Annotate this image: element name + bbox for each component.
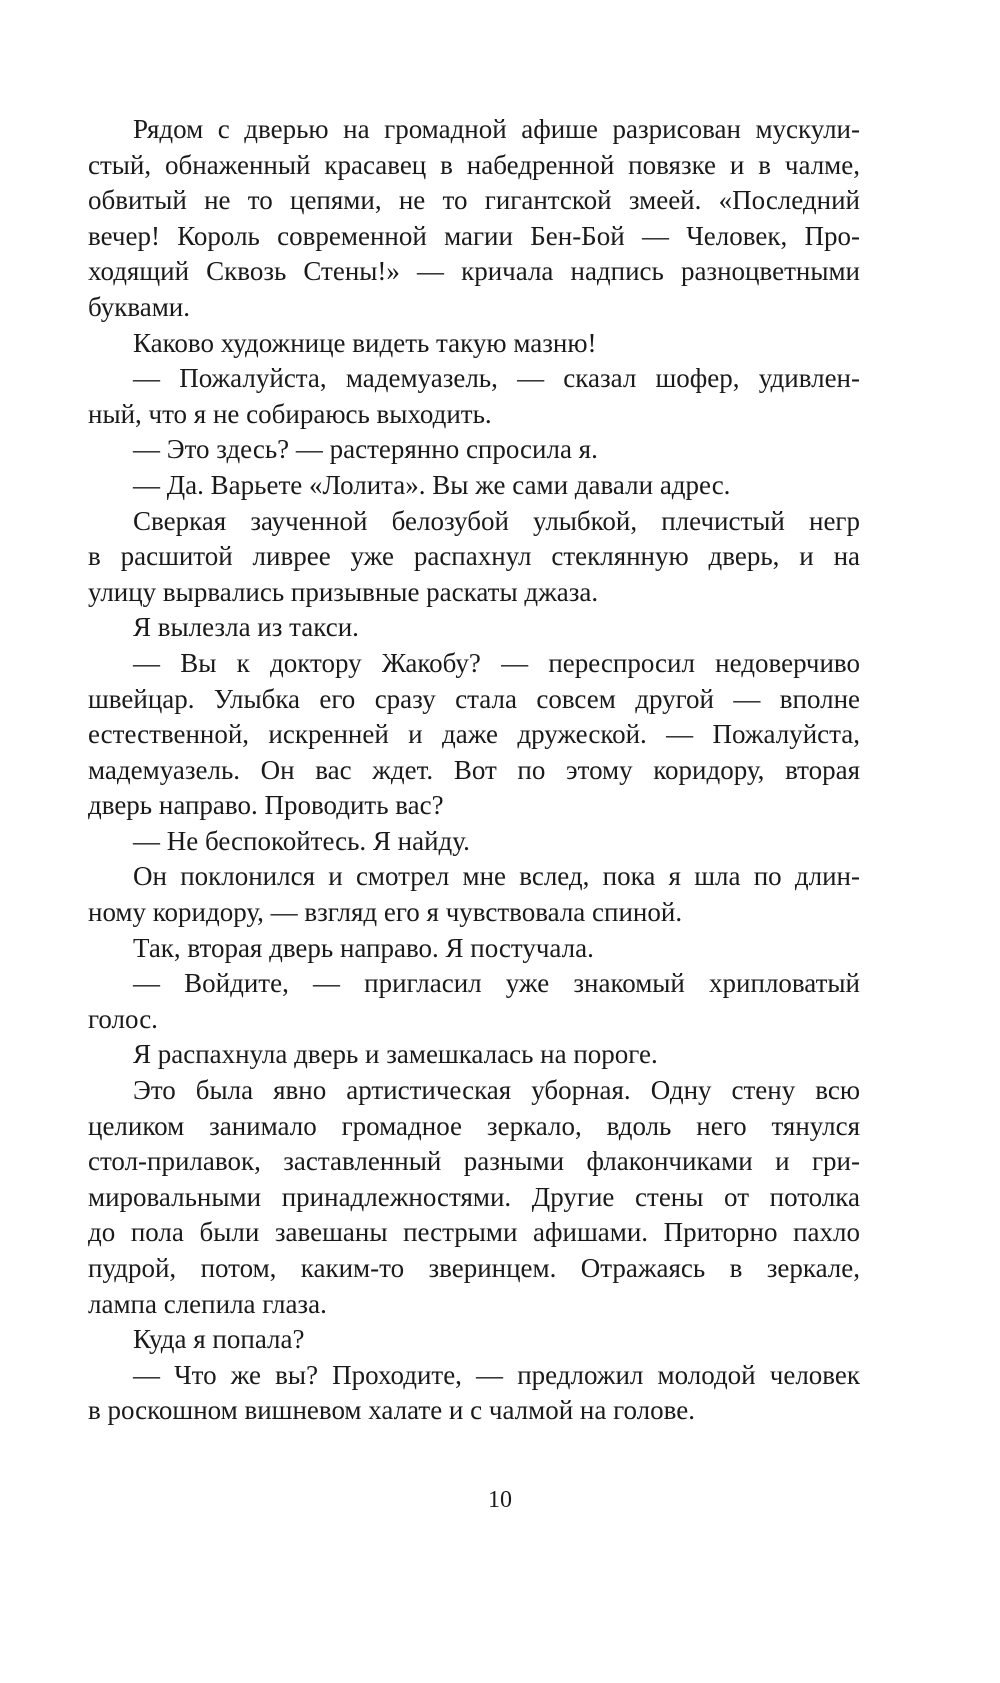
text-line: улицу вырвались призывные раскаты джаза. — [88, 576, 599, 607]
text-line: Каково художнице видеть такую мазню! — [133, 327, 597, 358]
text-line: — Это здесь? — растерянно спросила я. — [133, 434, 598, 465]
text-line: голос. — [88, 1003, 158, 1034]
paragraph — [88, 1322, 860, 1358]
text-line: Он поклонился и смотрел мне вслед, пока я шла по длин- — [133, 861, 860, 892]
text-line: стол-прилавок, заставленный разными флакончиками и гри- — [88, 1146, 860, 1177]
text-line: Я вылезла из такси. — [133, 612, 359, 643]
text-line: до пола были завешаны пестрыми афишами. Приторно пахло — [88, 1217, 860, 1248]
text-line: мадемуазель. Он вас ждет. Вот по этому коридору, вторая — [88, 754, 860, 785]
text-line: Куда я попала? — [133, 1324, 305, 1355]
text-line: вечер! Король современной магии Бен-Бой — Человек, Про- — [88, 220, 860, 251]
text-line: в роскошном вишневом халате и с чалмой на голове. — [88, 1395, 695, 1426]
text-line: — Вы к доктору Жакобу? — переспросил недоверчиво — [133, 647, 860, 678]
text-line: Рядом с дверью на громадной афише разрисован мускули- — [133, 114, 860, 144]
text-line: Сверкая заученной белозубой улыбкой, плечистый негр — [133, 505, 860, 536]
text-line: — Не беспокойтесь. Я найду. — [133, 825, 470, 856]
paragraph — [88, 646, 860, 824]
text-line: дверь направо. Проводить вас? — [88, 790, 444, 821]
text-line: — Войдите, — пригласил уже знакомый хрипловатый — [133, 968, 860, 999]
text-line: естественной, искренней и даже дружеской. — Пожалуйста, — [88, 719, 860, 750]
text-line: Это была явно артистическая уборная. Одну стену всю — [133, 1075, 860, 1106]
text-line: Я распахнула дверь и замешкалась на пороге. — [133, 1039, 658, 1070]
text-line: — Что же вы? Проходите, — предложил молодой человек — [133, 1359, 860, 1390]
text-line: Так, вторая дверь направо. Я постучала. — [133, 932, 594, 963]
page-body — [88, 112, 860, 1429]
text-line: целиком занимало громадное зеркало, вдоль него тянулся — [88, 1110, 860, 1141]
paragraph — [88, 610, 860, 646]
text-line: мировальными принадлежностями. Другие стены от потолка — [88, 1181, 860, 1212]
text-line: — Пожалуйста, мадемуазель, — сказал шофер, удивлен- — [133, 363, 860, 394]
paragraph — [88, 931, 860, 967]
page-number: 10 — [488, 1487, 512, 1513]
text-line: швейцар. Улыбка его сразу стала совсем другой — вполне — [88, 683, 860, 714]
text-line: лампа слепила глаза. — [88, 1288, 327, 1319]
paragraph — [88, 504, 860, 611]
text-line: ходящий Сквозь Стены!» — кричала надпись разноцветными — [88, 256, 860, 287]
paragraph — [88, 1358, 860, 1429]
text-line: пудрой, потом, каким-то зверинцем. Отражаясь в зеркале, — [88, 1253, 860, 1283]
paragraph — [88, 326, 860, 362]
paragraph — [88, 1037, 860, 1073]
paragraph — [88, 824, 860, 860]
paragraph — [88, 361, 860, 432]
text-line: — Да. Варьете «Лолита». Вы же сами давали адрес. — [133, 469, 731, 500]
text-line: стый, обнаженный красавец в набедренной повязке и в чалме, — [88, 149, 860, 180]
paragraph — [88, 112, 860, 326]
text-line: ному коридору, — взгляд его я чувствовала спиной. — [88, 897, 683, 928]
paragraph — [88, 468, 860, 504]
text-line: в расшитой ливрее уже распахнул стеклянную дверь, и на — [88, 541, 860, 572]
paragraph — [88, 1073, 860, 1322]
text-line: буквами. — [88, 291, 190, 322]
text-line: обвитый не то цепями, не то гигантской змеей. «Последний — [88, 185, 860, 216]
paragraph — [88, 859, 860, 930]
text-line: ный, что я не собираюсь выходить. — [88, 398, 492, 429]
paragraph — [88, 966, 860, 1037]
paragraph — [88, 432, 860, 468]
